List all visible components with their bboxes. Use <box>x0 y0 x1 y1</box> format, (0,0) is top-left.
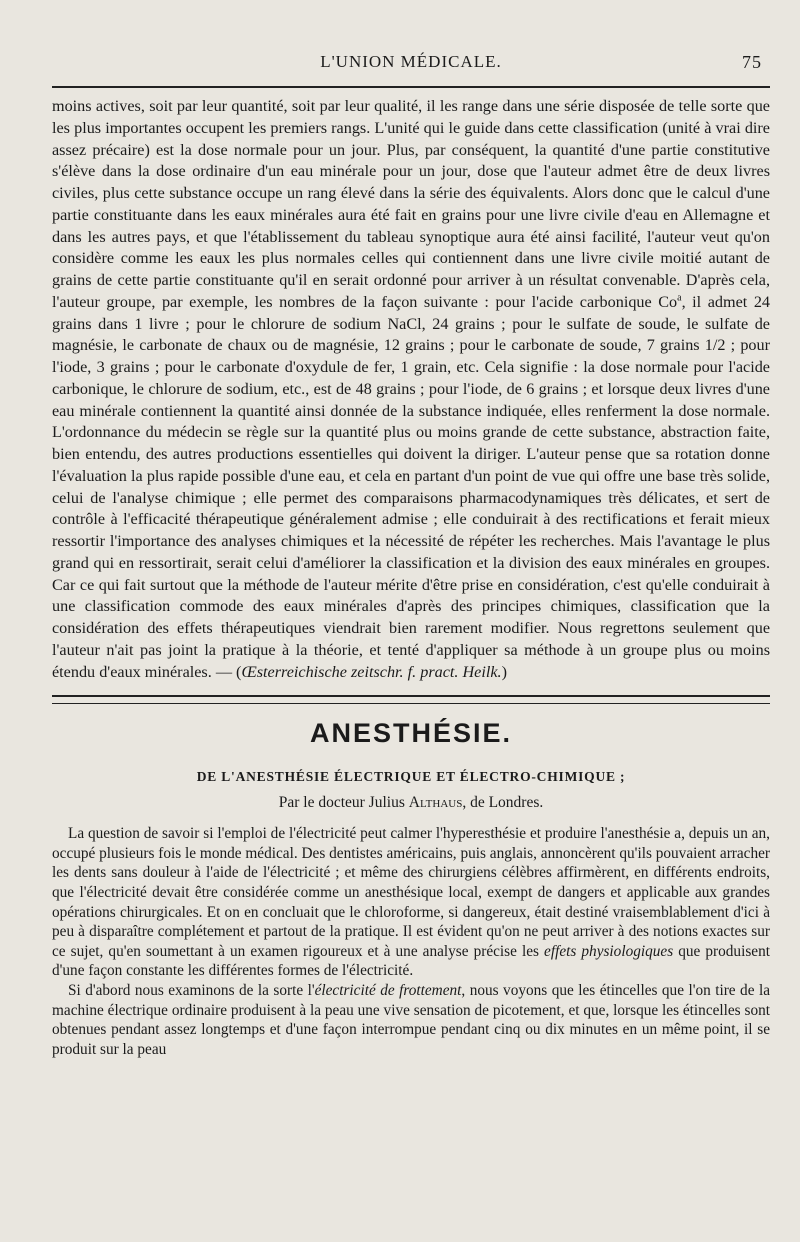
byline-prefix: Par le docteur Julius <box>278 794 409 812</box>
header-rule <box>52 86 770 88</box>
paragraph-1 <box>52 824 770 981</box>
paragraph-2-emphasis: électricité de frottement <box>314 982 462 999</box>
section-title: ANESTHÉSIE. <box>309 718 513 749</box>
section-divider <box>52 695 770 704</box>
author-surname: Althaus <box>408 794 463 812</box>
page-number: 75 <box>742 52 762 72</box>
text-after-superscript: , il admet 24 grains dans 1 livre ; pour le chlorure de sodium NaCl, 24 grains ; pour le sulfate de soude, le sulfate de magnésie, le carbonate de chaux ou de magnésie, 12 grains ; pour le carbonate de soude, 7 grains 1/2 ; pour l'iode, 3 grains ; pour le carbonate d'oxydule de fer, 1 grain, etc. Cela signifie : la dose normale pour l'acide carbonique, le chlorure de sodium, etc., est de 48 grains ; pour l'iode, de 6 grains ; et lorsque deux livres d'une eau minérale contiennent la quantité ainsi donnée de la substance indiquée, elles renferment la dose normale. L'ordonnance du médecin se règle sur la quantité plus ou moins grande de cette substance, abstraction faite, bien entendu, des autres productions essentielles qui doivent la diriger. L'auteur pense que sa rotation donne l'évaluation la plus rapide possible d'une eau, et cela en partant d'un point de vue qui offre une base très solide, celui de l'analyse chimique ; elle permet des comparaisons pharmacodynamiques très délicates, et sert de contrôle à l'efficacité thérapeutique généralement admise ; elle conduirait à des rectifications et ferait mieux ressortir l'importance des analyses chimiques et la nécessité de répéter les recherches. Mais l'avantage le plus grand qui en ressortirait, serait celui d'améliorer la classification et la division des eaux minérales en groupes. Car ce qui fait surtout que la méthode de l'auteur mérite d'être prise en considération, c'est qu'elle conduirait à une classification commode des eaux minérales d'après des principes chimiques, classification que la considération des effets thérapeutiques viendrait bien rarement modifier. Nous regrettons seulement que l'auteur n'ait pas joint la pratique à la théorie, et tenté d'appliquer sa méthode à un groupe plus ou moins étendu d'eaux minérales. — ( <box>52 292 771 681</box>
article-body <box>52 824 770 1059</box>
paragraph-2 <box>52 981 770 1059</box>
continued-paragraph <box>52 96 770 683</box>
citation: Œsterreichische zeitschr. f. pract. Heilk. <box>241 662 502 681</box>
superscript: a <box>677 292 682 304</box>
byline-suffix: , de Londres. <box>462 794 544 812</box>
article-title: DE L'ANESTHÉSIE ÉLECTRIQUE ET ÉLECTRO-CHIMIQUE ; <box>196 769 626 785</box>
paragraph-1-text-end: que produisent d'une façon constante les différentes formes de l'électricité. <box>52 942 770 980</box>
text-before-superscript: moins actives, soit par leur quantité, soit par leur qualité, il les range dans une série disposée de telle sorte que les plus importantes occupent les premiers rangs. L'unité qui le guide dans cette classification (unité à vrai dire assez précaire) est la dose normale pour un jour. Plus, par conséquent, la quantité d'une partie constitutive s'élève dans la dose ordinaire d'un eau minérale pour un jour, dose que l'auteur admet être de deux livres civiles, plus cette substance occupe un rang élevé dans la série des équivalents. Alors donc que le calcul d'une partie constituante dans les eaux minérales aura été fait en grains pour une livre civile d'eau en Allemagne et dans les autres pays, et que l'établissement du tableau synoptique aura été ainsi facilité, l'auteur veut qu'on considère comme les eaux les plus normales celles qui contiennent dans une livre civile moitié autant de grains de cette partie constituante qu'il en serait ordonné pour arriver à un résultat convenable. D'après cela, l'auteur groupe, par exemple, les nombres de la façon suivante : pour l'acide carbonique Co <box>52 97 770 311</box>
paragraph-1-text: La question de savoir si l'emploi de l'électricité peut calmer l'hyperesthésie et produire l'anesthésie a, depuis un an, occupé plusieurs fois le monde médical. Des dentistes américains, puis anglais, annoncèrent qu'ils pouvaient arracher les dents sans douleur à l'aide de l'électricité ; et même des chirurgiens célèbres affirmèrent, en différents endroits, que l'électricité devait être considérée comme un anesthésique local, exempt de dangers et applicable aux grandes opérations chirurgicales. Et on en concluait que le chloroforme, si dangereux, était destiné vraisemblablement d'ici à peu à disparaître complétement et partout de la pratique. Il est évident qu'on ne peut arriver à des notions exactes sur ce sujet, qu'en soumettant à un examen rigoureux et à une analyse précise les <box>52 825 770 960</box>
paragraph-2-text-end: , nous voyons que les étincelles que l'on tire de la machine électrique ordinaire produisent à la peau une vive sensation de picotement, et que, lorsque les étincelles sont obtenues pendant assez longtemps et d'une façon interrompue pendant cinq ou dix minutes en un même point, il se produit sur la peau <box>52 982 770 1058</box>
paragraph-2-text: Si d'abord nous examinons de la sorte l' <box>68 982 315 999</box>
journal-title: L'UNION MÉDICALE. <box>320 52 502 71</box>
continued-article <box>52 96 770 683</box>
byline <box>52 794 770 812</box>
running-header <box>52 52 770 80</box>
citation-close: ) <box>501 662 507 681</box>
paragraph-1-emphasis: effets physiologiques <box>544 942 674 960</box>
